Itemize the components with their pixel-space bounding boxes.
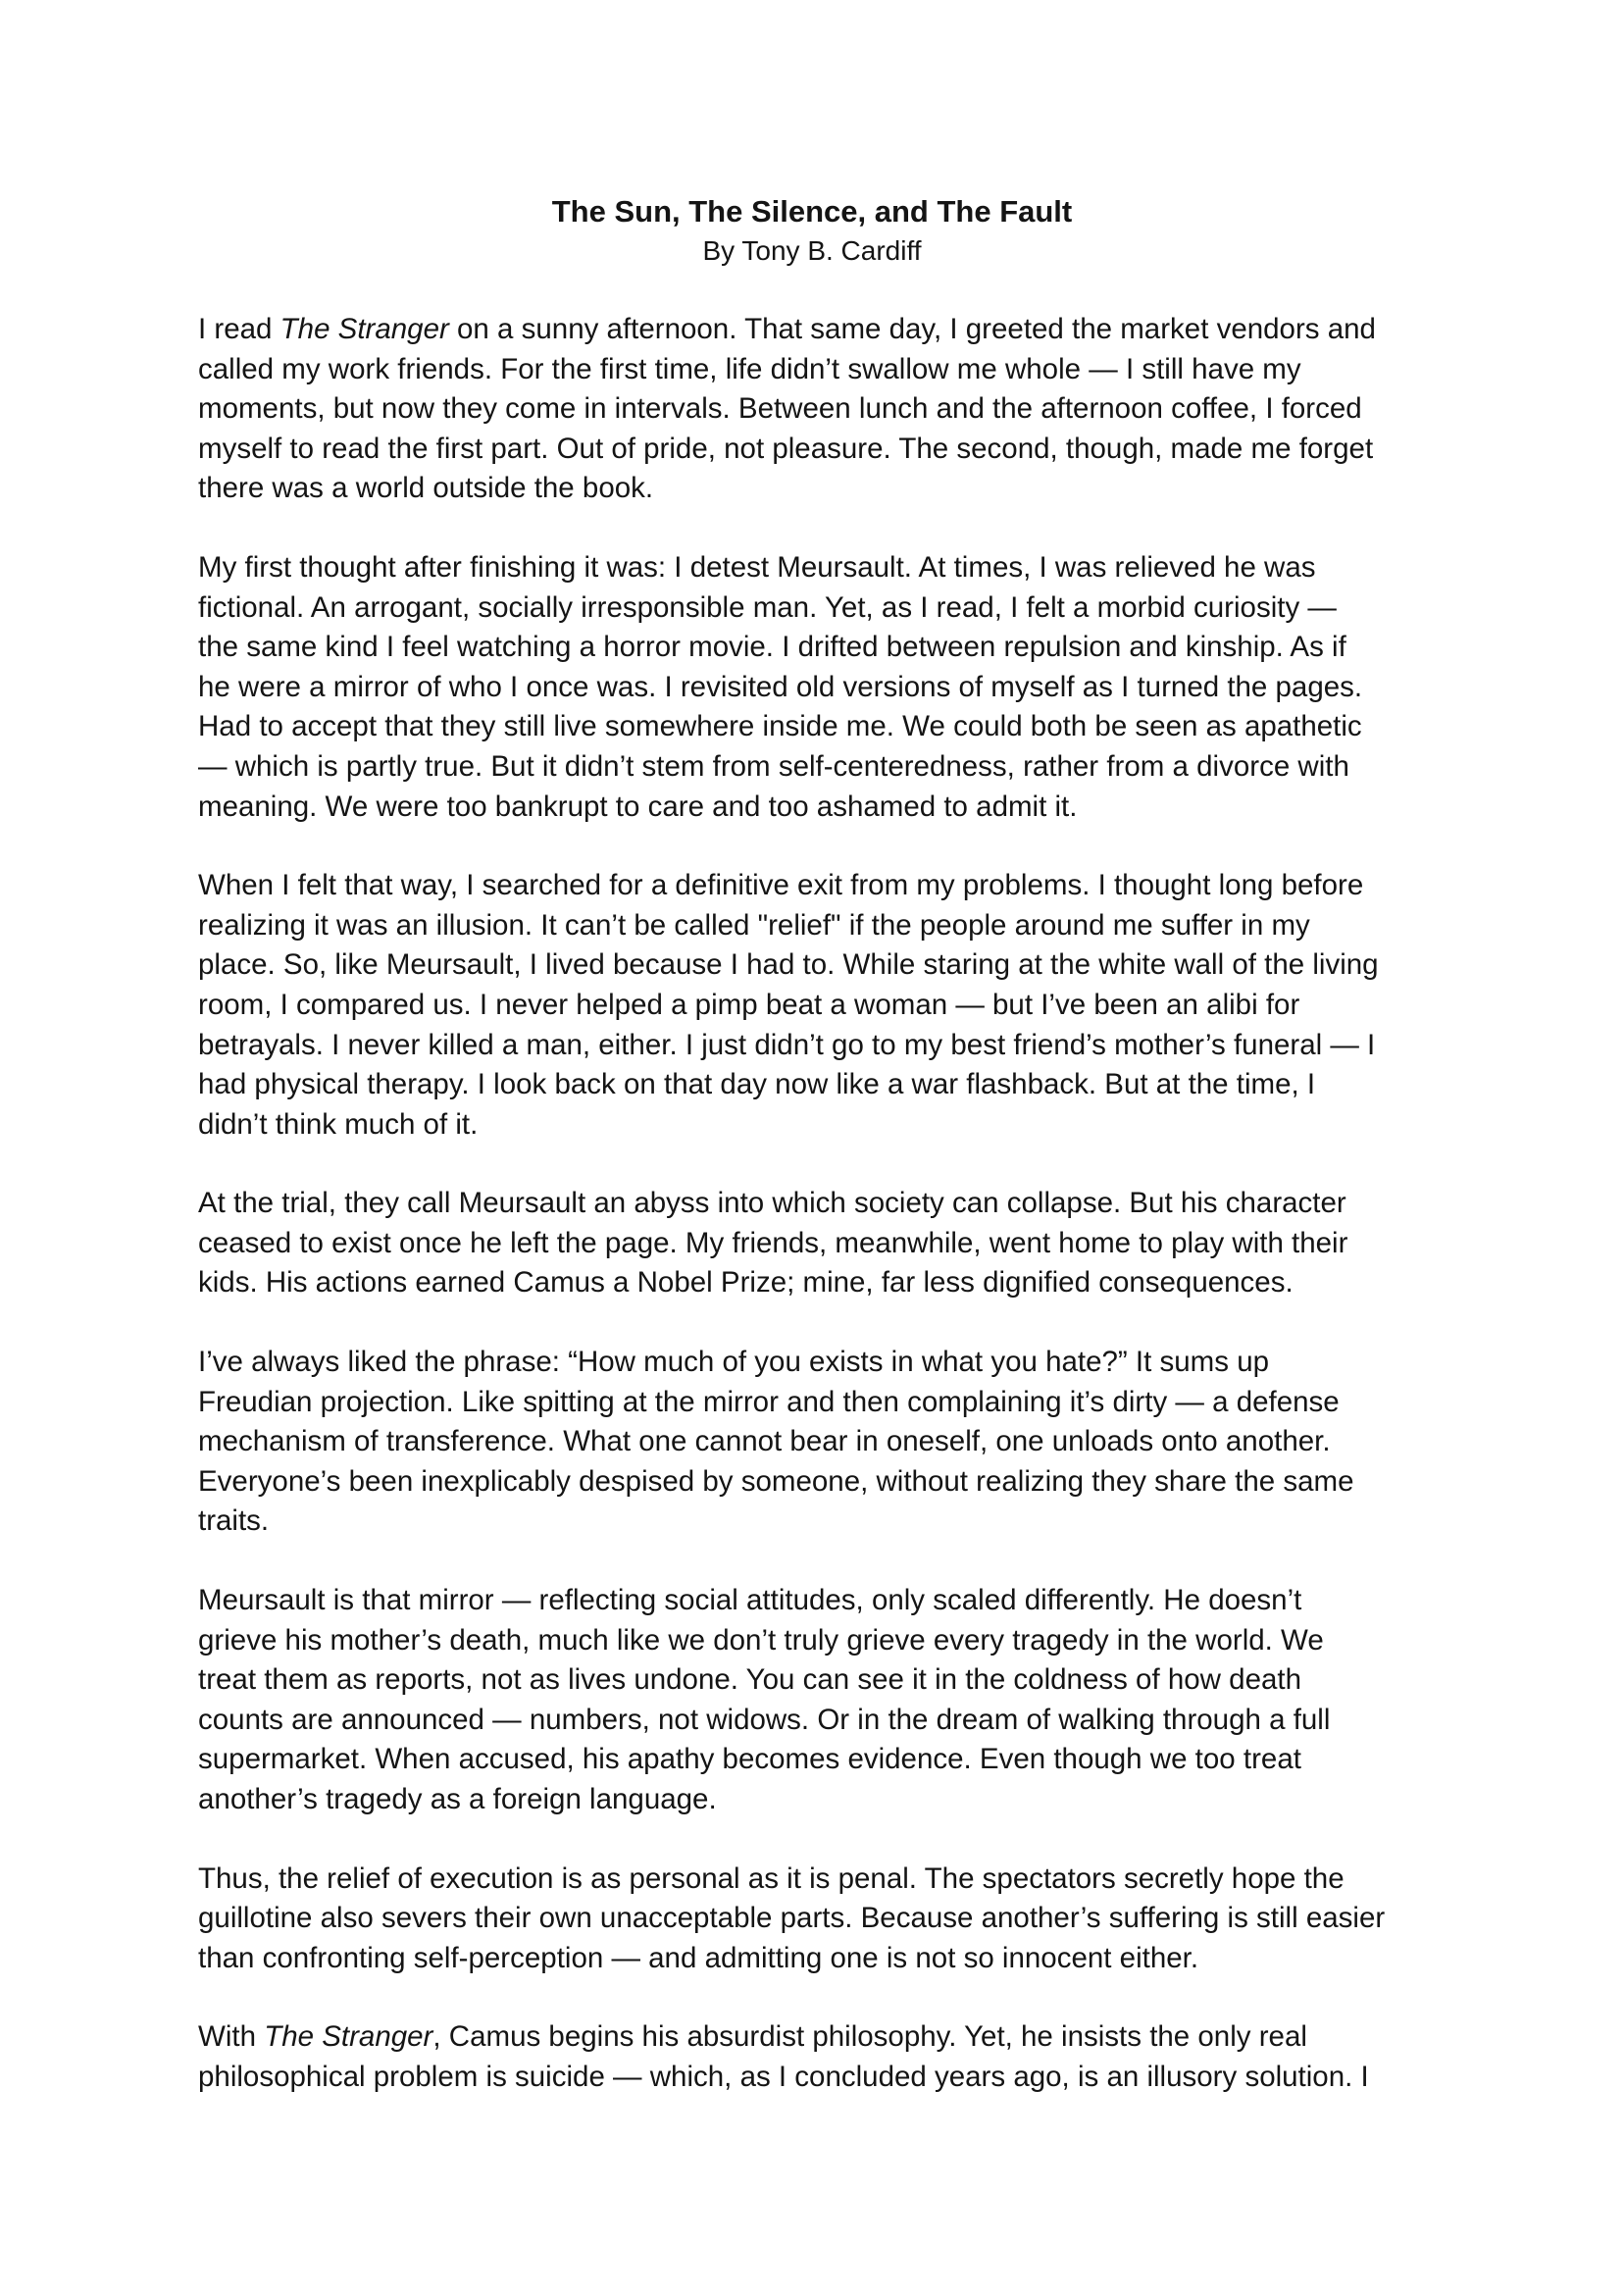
body-paragraph [198, 1581, 1449, 1820]
text-line: Had to accept that they still live somewhere inside me. We could both be seen as apathetic [198, 710, 1362, 743]
text-line: moments, but now they come in intervals. Between lunch and the afternoon coffee, I forced [198, 392, 1362, 426]
text-line: betrayals. I never killed a man, either. I just didn’t go to my best friend’s mother’s funeral — I [198, 1028, 1376, 1061]
text-line [198, 310, 1449, 350]
text-line: had physical therapy. I look back on that day now like a war flashback. But at the time, I [198, 1068, 1316, 1101]
text-segment: With [198, 2020, 265, 2054]
text-line: there was a world outside the book. [198, 472, 654, 505]
body-paragraph [198, 1343, 1449, 1542]
body-paragraph [198, 310, 1449, 509]
text-line: traits. [198, 1504, 270, 1538]
document-body [198, 310, 1449, 2137]
text-line: — which is partly true. But it didn’t stem from self-centeredness, rather from a divorce with [198, 749, 1349, 783]
text-line: Freudian projection. Like spitting at the mirror and then complaining it’s dirty — a defense [198, 1385, 1340, 1418]
text-line: I’ve always liked the phrase: “How much of you exists in what you hate?” It sums up [198, 1346, 1270, 1379]
text-line: realizing it was an illusion. It can’t be called "relief" if the people around me suffer in my [198, 908, 1310, 942]
text-line: kids. His actions earned Camus a Nobel Prize; mine, far less dignified consequences. [198, 1266, 1294, 1300]
text-line: philosophical problem is suicide — which, as I concluded years ago, is an illusory solution. I [198, 2060, 1369, 2093]
text-line: grieve his mother’s death, much like we don’t truly grieve every tragedy in the world. We [198, 1623, 1324, 1657]
text-line [198, 2017, 1449, 2058]
text-line: Thus, the relief of execution is as personal as it is penal. The spectators secretly hope the [198, 1861, 1345, 1895]
text-line: didn’t think much of it. [198, 1107, 479, 1141]
text-line: Meursault is that mirror — reflecting social attitudes, only scaled differently. He doesn’t [198, 1584, 1302, 1617]
text-line: ceased to exist once he left the page. My friends, meanwhile, went home to play with their [198, 1226, 1348, 1259]
text-line: guillotine also severs their own unacceptable parts. Because another’s suffering is still easier [198, 1902, 1386, 1935]
text-line: mechanism of transference. What one cannot bear in oneself, one unloads onto another. [198, 1425, 1331, 1458]
text-segment: , Camus begins his absurdist philosophy. Yet, he insists the only real [432, 2020, 1307, 2054]
text-line: My first thought after finishing it was: I detest Meursault. At times, I was relieved he was [198, 550, 1316, 584]
text-line: meaning. We were too bankrupt to care and too ashamed to admit it. [198, 790, 1078, 823]
text-line: Everyone’s been inexplicably despised by someone, without realizing they share the same [198, 1464, 1354, 1498]
text-line: than confronting self-perception — and admitting one is not so innocent either. [198, 1941, 1199, 1974]
text-line: treat them as reports, not as lives undone. You can see it in the coldness of how death [198, 1663, 1301, 1697]
text-line: supermarket. When accused, his apathy becomes evidence. Even though we too treat [198, 1743, 1301, 1776]
text-line: he were a mirror of who I once was. I revisited old versions of myself as I turned the pages. [198, 670, 1363, 703]
book-title-italic: The Stranger [279, 313, 449, 345]
text-line: called my work friends. For the first time, life didn’t swallow me whole — I still have my [198, 352, 1301, 385]
text-line: the same kind I feel watching a horror movie. I drifted between repulsion and kinship. As if [198, 631, 1346, 664]
body-paragraph [198, 548, 1449, 827]
body-paragraph [198, 866, 1449, 1145]
text-line: At the trial, they call Meursault an abyss into which society can collapse. But his character [198, 1187, 1346, 1220]
text-line: another’s tragedy as a foreign language. [198, 1783, 717, 1815]
body-paragraph [198, 2017, 1449, 2097]
text-line: myself to read the first part. Out of pride, not pleasure. The second, though, made me forget [198, 432, 1374, 465]
body-paragraph [198, 1860, 1449, 1979]
text-line: fictional. An arrogant, socially irresponsible man. Yet, as I read, I felt a morbid curiosity — [198, 590, 1337, 624]
text-segment: I read [198, 313, 280, 345]
document-byline: By Tony B. Cardiff [702, 235, 922, 266]
text-line: counts are announced — numbers, not widows. Or in the dream of walking through a full [198, 1703, 1331, 1736]
text-segment: on a sunny afternoon. That same day, I greeted the market vendors and [448, 313, 1376, 345]
text-line: place. So, like Meursault, I lived because I had to. While staring at the white wall of the living [198, 948, 1379, 982]
body-paragraph [198, 1184, 1449, 1303]
text-line: room, I compared us. I never helped a pimp beat a woman — but I’ve been an alibi for [198, 988, 1300, 1021]
document-title: The Sun, The Silence, and The Fault [551, 194, 1073, 229]
book-title-italic: The Stranger [264, 2020, 433, 2054]
text-line: When I felt that way, I searched for a definitive exit from my problems. I thought long before [198, 869, 1364, 902]
